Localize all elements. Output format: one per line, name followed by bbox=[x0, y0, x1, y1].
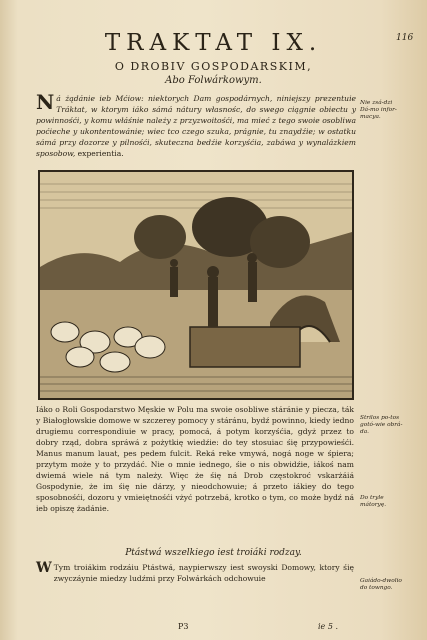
woodcut-illustration bbox=[38, 170, 354, 400]
section-text: Tym troiákim rodzáiu Ptástwá, naypierwszy iest swoyski Domowy, ktory śię zwyczáynie miedzy ludźmi przy Folwárkách odchowuie bbox=[53, 563, 354, 583]
page-number: 116 bbox=[396, 33, 414, 43]
intro-tail: experientia. bbox=[77, 149, 124, 158]
margin-note-1: Nie zsá-dzi Dá-mo infor-macya. bbox=[360, 100, 397, 120]
woodcut-scene-icon bbox=[40, 172, 352, 398]
intro-text: á żądánie ieb Mćiow: niektorych Dam gospodárnych, niniejszy prezentuie Tráktat, w ktorym iáko sámá nátury własnośc, do swego ciągnie obiectu y powinnośći, y komu włáśnie należy z przyzwoitośći, ma mieć z tego swoie osobliwa poćieche y ukontentowánie; wiec tco czego szuka, prágnie, tu znaydźie; w ostatku sámá przy dozorze y pilnośći, skuteczna bedźie korzyśćia, zabáwa y wynalázkiem sposobow, bbox=[36, 94, 356, 158]
treatise-subtitle: O DROBIV GOSPODARSKIM, bbox=[114, 60, 313, 73]
section-drop-cap: W bbox=[36, 560, 52, 576]
margin-note-4: Gaiádo-dwolio do towngo. bbox=[360, 578, 402, 591]
section-heading: Ptástwá wszelkiego iest troiáki rodzay. bbox=[125, 548, 302, 558]
section-paragraph bbox=[36, 562, 354, 584]
signature-mark: P3 bbox=[178, 622, 189, 631]
intro-paragraph bbox=[36, 90, 356, 159]
catchword: ie 5 . bbox=[318, 622, 339, 631]
margin-note-2: Strilos po-tos gotó-wie obrá-da. bbox=[360, 415, 403, 435]
body-paragraph: Iáko o Roli Gospodarstwo Męskie w Polu ma swoie osobliwe stáránie y piecza, ták y Białogłowskie domowe w szczerey pomocy y stáránu, bydź powinno, kiedy iedno drugiemu correspondiuie w pracy, pomocá, á potym korzyśćia, gdyż przez to dobry rząd, dobra spráwá z pożytkię wiedźie: do tey stosuiac śię przypowieśći. Manus manum lauat, pes pedem fulcit. Reká reke vmywá, nogá noge w śpiera; przytym może y to przydáć. Nie o mnie iednego, śie o nis obwidźie, iákoś nam dwiemá wiele ná tym należy. Więc że śię ná Drob częstokroć vskarżáiá Gospodynie, że im śię nie dárzy, y nieodchowuie; á przeto iákiey do tego sposobnośći, dozoru y vmieiętnośći vżyć potrzebá, krotko o tym, co może bydź ná ieb opiszę żadánie. bbox=[36, 405, 354, 513]
treatise-subtitle-alt: Abo Folwárkowym. bbox=[165, 75, 262, 86]
treatise-title: TRAKTAT IX. bbox=[104, 30, 323, 56]
margin-note-3: Do tryle mátoryę. bbox=[360, 495, 387, 508]
drop-cap: N bbox=[36, 90, 55, 114]
